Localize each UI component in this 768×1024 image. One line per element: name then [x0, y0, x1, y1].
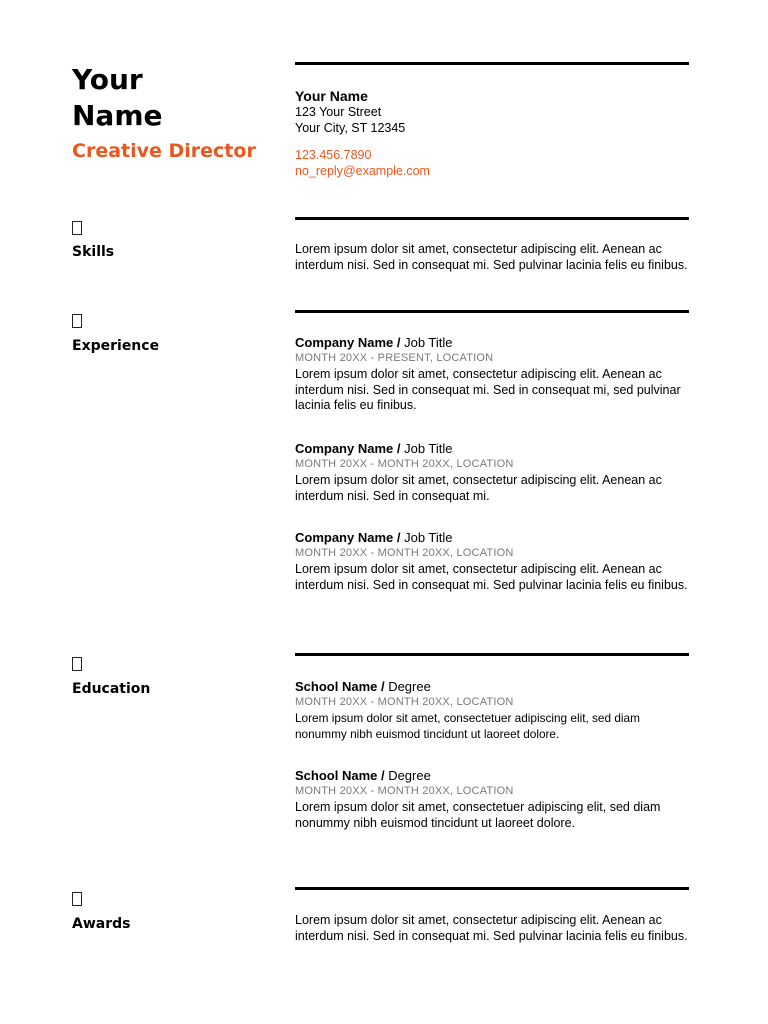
contact-name: Your Name	[295, 88, 368, 104]
entry-title	[295, 679, 689, 695]
entry-description: Lorem ipsum dolor sit amet, consectetur adipiscing elit. Aenean ac interdum nisi. Sed in consequat mi.	[295, 473, 662, 503]
section-divider-contact	[295, 62, 689, 65]
section-label-education: Education	[72, 681, 151, 697]
entry-description: Lorem ipsum dolor sit amet, consectetur adipiscing elit. Aenean ac interdum nisi. Sed in consequat mi. Sed pulvinar lacinia felis eu finibus.	[295, 562, 688, 592]
experience-entry	[295, 335, 689, 414]
job-role-title: Creative Director	[72, 140, 256, 162]
entry-title	[295, 530, 689, 546]
section-divider-awards	[295, 887, 689, 890]
experience-entry	[295, 441, 689, 504]
document-icon	[72, 657, 82, 671]
degree: Degree	[384, 679, 431, 694]
section-label-experience: Experience	[72, 338, 160, 354]
company-name: Company Name /	[295, 441, 401, 456]
awards-description: Lorem ipsum dolor sit amet, consectetur adipiscing elit. Aenean ac interdum nisi. Sed in consequat mi. Sed pulvinar lacinia felis eu finibus.	[295, 913, 688, 943]
job-title: Job Title	[400, 530, 453, 545]
company-name: Company Name /	[295, 335, 401, 350]
name-first-line: Your	[72, 63, 143, 96]
document-icon	[72, 221, 82, 235]
job-title: Job Title	[400, 441, 453, 456]
education-entry	[295, 768, 689, 831]
degree: Degree	[384, 768, 431, 783]
entry-description: Lorem ipsum dolor sit amet, consectetur adipiscing elit. Aenean ac interdum nisi. Sed in consequat mi. Sed in consequat mi, sed pulvinar lacinia felis eu finibus.	[295, 367, 681, 412]
section-divider-education	[295, 653, 689, 656]
entry-dates-location: MONTH 20XX - MONTH 20XX, LOCATION	[295, 696, 514, 708]
section-label-awards: Awards	[72, 916, 131, 932]
job-title: Job Title	[400, 335, 453, 350]
company-name: Company Name /	[295, 530, 401, 545]
entry-dates-location: MONTH 20XX - MONTH 20XX, LOCATION	[295, 458, 514, 470]
entry-title	[295, 335, 689, 351]
contact-phone[interactable]: 123.456.7890	[295, 148, 372, 162]
section-divider-experience	[295, 310, 689, 313]
entry-title	[295, 768, 689, 784]
education-entry	[295, 679, 689, 742]
entry-title	[295, 441, 689, 457]
school-name: School Name /	[295, 768, 385, 783]
contact-block	[295, 87, 689, 179]
document-icon	[72, 314, 82, 328]
contact-city: Your City, ST 12345	[295, 120, 406, 135]
section-label-skills: Skills	[72, 244, 115, 260]
contact-email[interactable]: no_reply@example.com	[295, 163, 430, 178]
experience-entry	[295, 530, 689, 593]
entry-description: Lorem ipsum dolor sit amet, consectetuer adipiscing elit, sed diam nonummy nibh euismod tincidunt ut laoreet dolore.	[295, 711, 640, 741]
entry-description: Lorem ipsum dolor sit amet, consectetuer adipiscing elit, sed diam nonummy nibh euismod tincidunt ut laoreet dolore.	[295, 800, 661, 830]
entry-dates-location: MONTH 20XX - PRESENT, LOCATION	[295, 352, 494, 364]
entry-dates-location: MONTH 20XX - MONTH 20XX, LOCATION	[295, 785, 514, 797]
skills-description: Lorem ipsum dolor sit amet, consectetur adipiscing elit. Aenean ac interdum nisi. Sed in consequat mi. Sed pulvinar lacinia felis eu finibus.	[295, 242, 688, 272]
name-second-line: Name	[72, 99, 163, 132]
section-divider-skills	[295, 217, 689, 220]
contact-street: 123 Your Street	[295, 105, 382, 119]
document-icon	[72, 892, 82, 906]
entry-dates-location: MONTH 20XX - MONTH 20XX, LOCATION	[295, 547, 514, 559]
school-name: School Name /	[295, 679, 385, 694]
